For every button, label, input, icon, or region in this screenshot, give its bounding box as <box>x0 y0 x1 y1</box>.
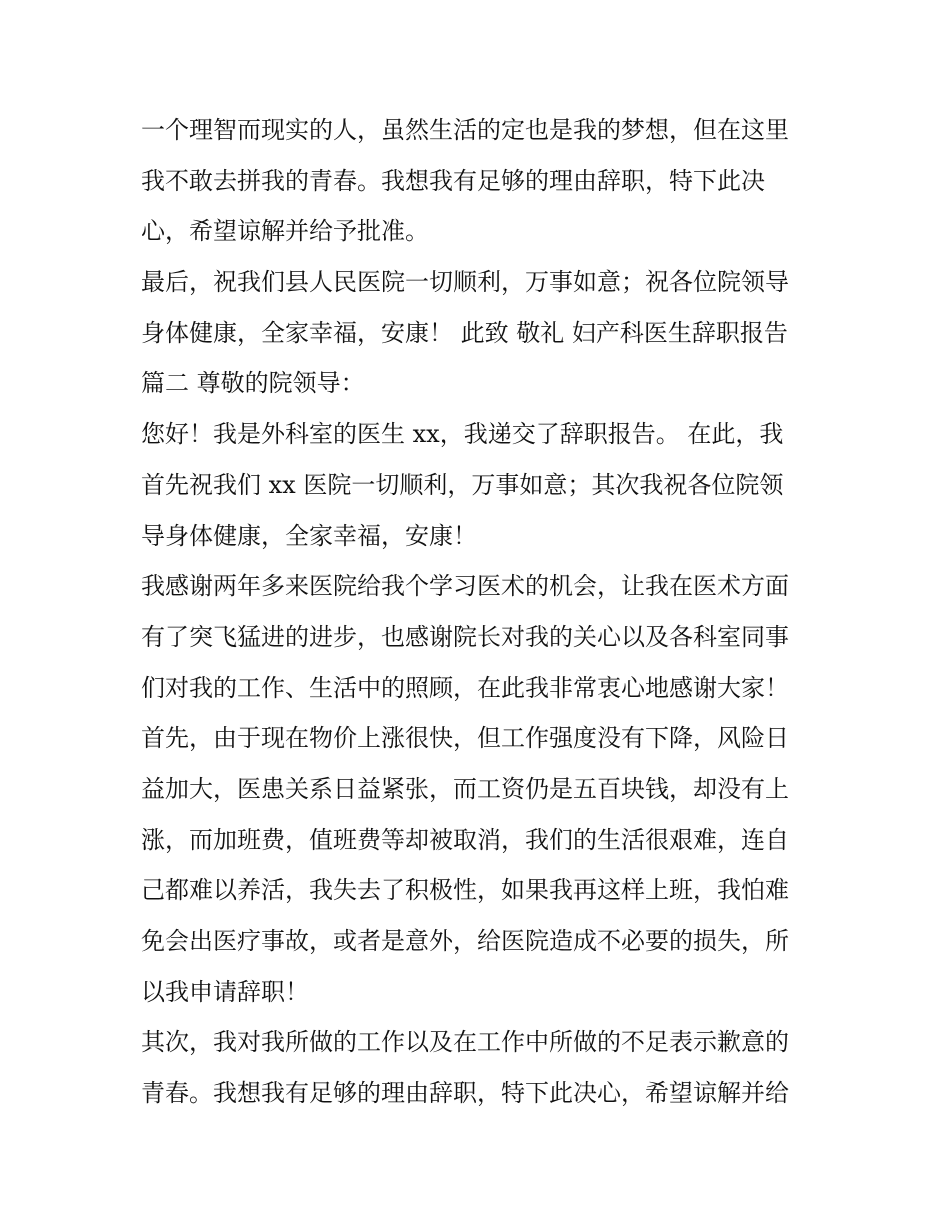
text-line: 免会出医疗事故，或者是意外，给医院造成不必要的损失，所 <box>141 927 789 955</box>
text-line: 青春。我想我有足够的理由辞职，特下此决心，希望谅解并给 <box>141 1079 789 1108</box>
text-line: 己都难以养活，我失去了积极性，如果我再这样上班，我怕难 <box>141 876 789 905</box>
text-line: 首先祝我们 xx 医院一切顺利，万事如意；其次我祝各位院领 <box>141 470 784 499</box>
text-line: 心，希望谅解并给予批准。 <box>141 217 429 246</box>
text-line: 我不敢去拼我的青春。我想我有足够的理由辞职，特下此决 <box>141 166 765 195</box>
text-line: 首先，由于现在物价上涨很快，但工作强度没有下降，风险日 <box>141 724 789 753</box>
text-line: 们对我的工作、生活中的照顾，在此我非常衷心地感谢大家！ <box>141 673 789 702</box>
text-line: 我感谢两年多来医院给我个学习医术的机会，让我在医术方面 <box>141 572 789 601</box>
text-line: 导身体健康，全家幸福，安康！ <box>141 521 477 550</box>
document-page <box>141 105 821 1119</box>
text-line: 以我申请辞职！ <box>141 977 309 1006</box>
text-line: 其次，我对我所做的工作以及在工作中所做的不足表示歉意的 <box>141 1028 789 1057</box>
text-line: 涨，而加班费，值班费等却被取消，我们的生活很艰难，连自 <box>141 825 789 854</box>
text-line: 益加大，医患关系日益紧张，而工资仍是五百块钱，却没有上 <box>141 774 789 803</box>
text-line: 身体健康，全家幸福，安康！ 此致 敬礼 妇产科医生辞职报告 <box>141 318 788 347</box>
text-line: 一个理智而现实的人，虽然生活的定也是我的梦想，但在这里 <box>141 116 789 144</box>
text-line: 您好！我是外科室的医生 xx，我递交了辞职报告。 在此，我 <box>141 420 784 449</box>
text-line: 最后，祝我们县人民医院一切顺利，万事如意；祝各位院领导 <box>141 268 789 297</box>
text-line: 篇二 尊敬的院领导： <box>141 369 365 398</box>
text-line: 有了突飞猛进的进步，也感谢院长对我的关心以及各科室同事 <box>141 622 789 651</box>
